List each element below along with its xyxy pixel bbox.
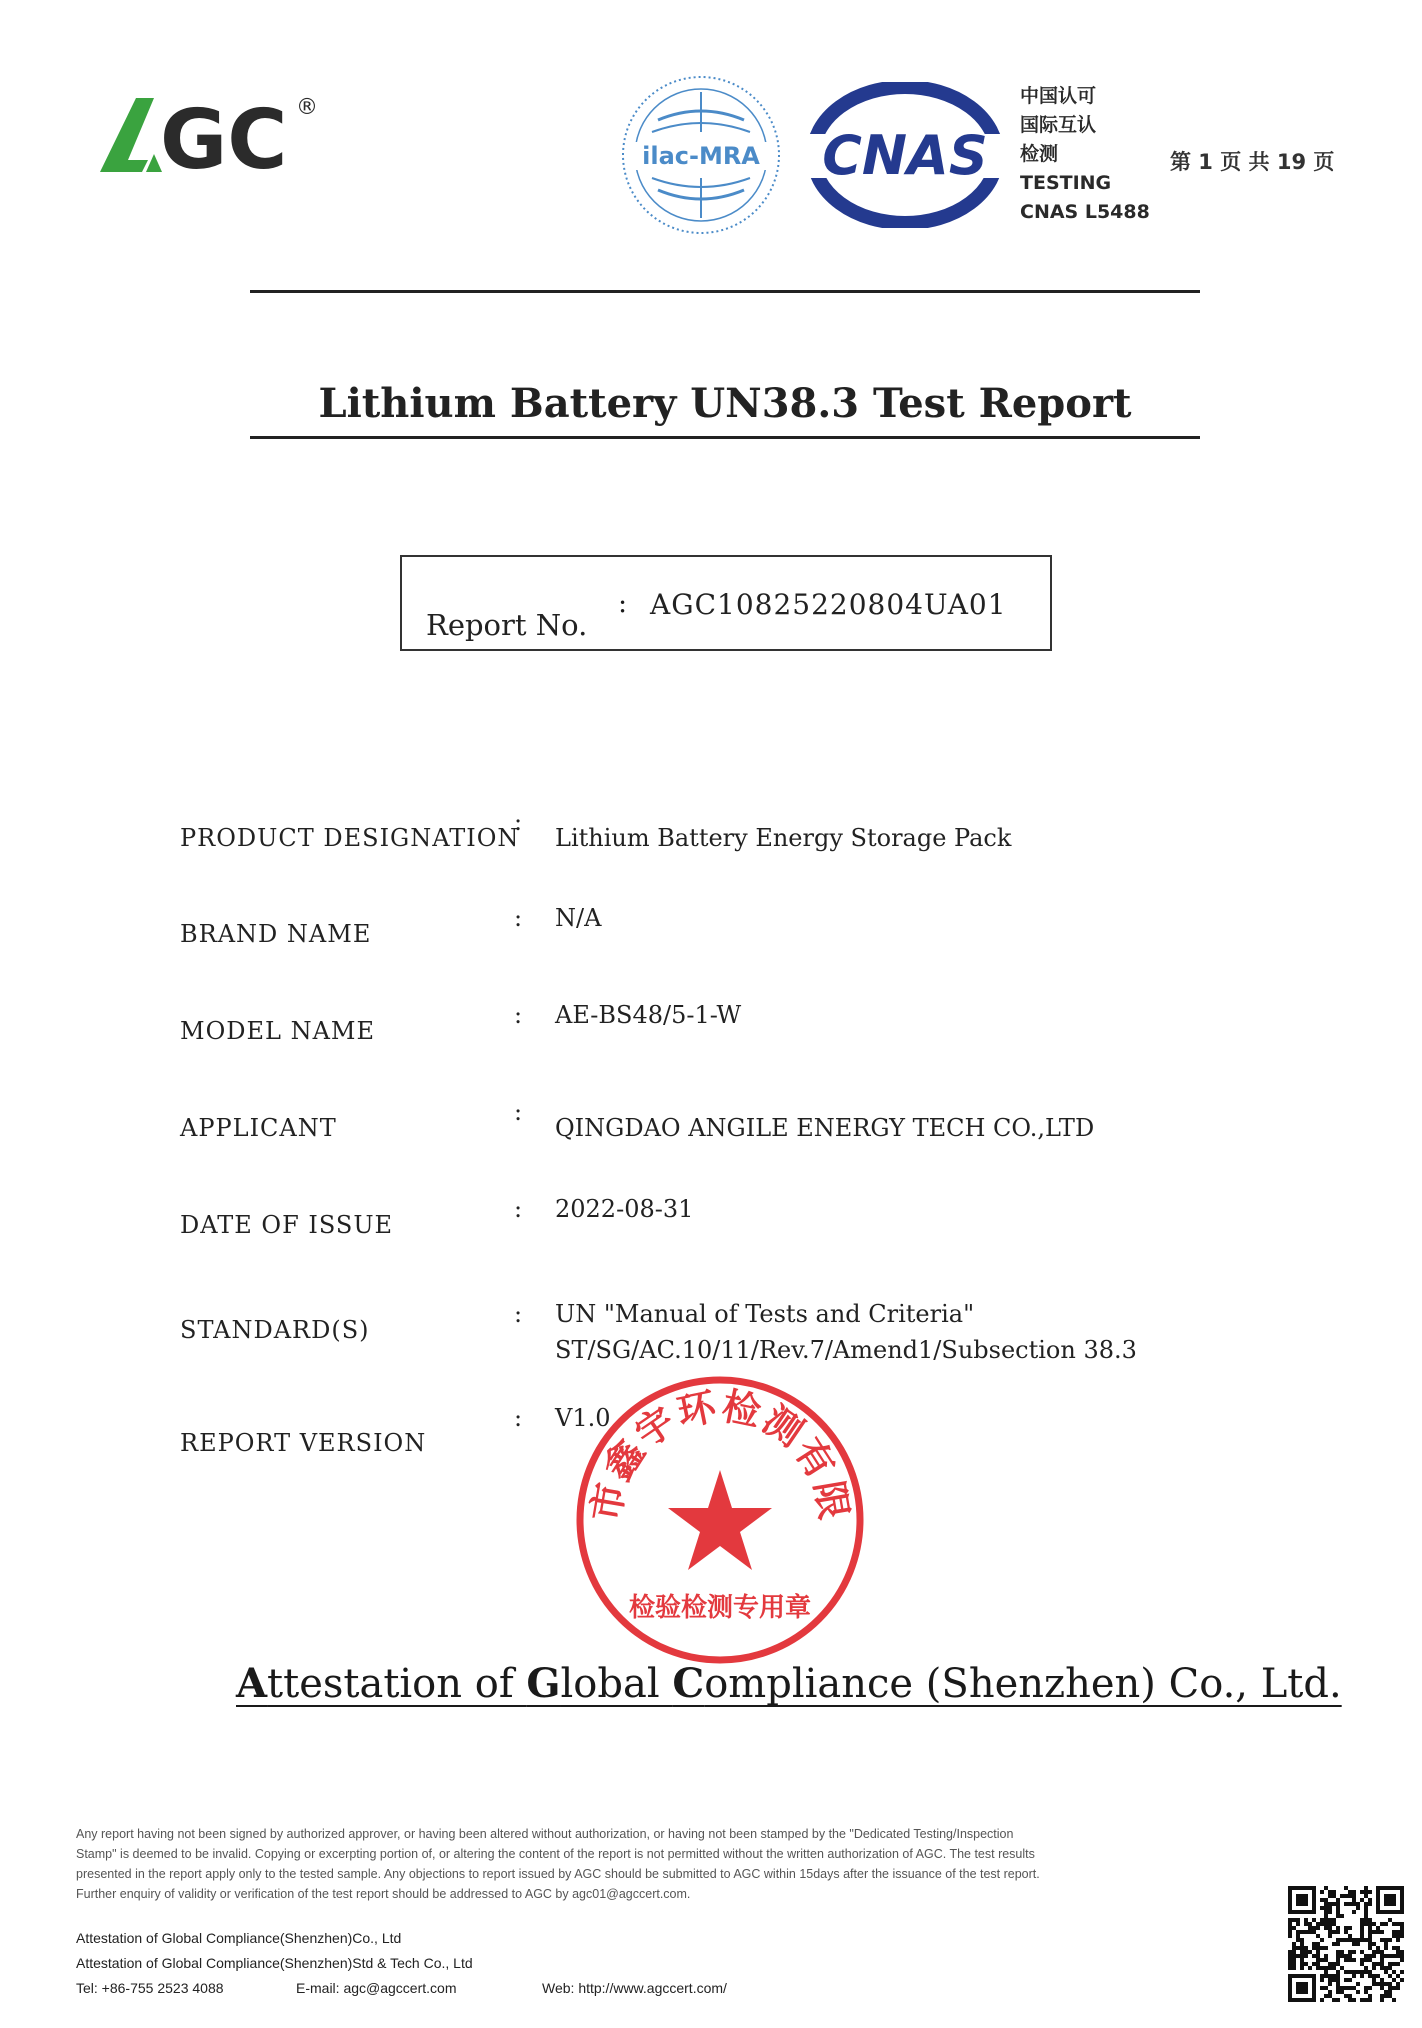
cnas-line: 国际互认 [1020,114,1097,136]
contact-company-1: Attestation of Global Compliance(Shenzhen)Co., Ltd [76,1930,402,1946]
agc-logo-text: GC [160,93,288,188]
seal-star-icon [668,1470,772,1570]
cnas-line: TESTING [1020,172,1112,194]
cnas-line: 检测 [1020,143,1059,165]
contact-tel: Tel: +86-755 2523 4088 [76,1980,224,1996]
cnas-line: CNAS L5488 [1020,201,1150,223]
field-label-brand-name: BRAND NAME [180,920,372,948]
field-colon: : [514,904,523,932]
field-value-product-designation: Lithium Battery Energy Storage Pack [555,824,1012,852]
seal-bottom-text: 检验检测专用章 [628,1593,812,1623]
contact-company-2: Attestation of Global Compliance(Shenzhen)Std & Tech Co., Ltd [76,1955,473,1971]
disclaimer [76,1824,1286,1904]
field-label-model-name: MODEL NAME [180,1017,376,1045]
ilac-mra-emblem [618,72,784,238]
company-name: Attestation of Global Compliance (Shenzhen) Co., Ltd. [236,1660,1342,1707]
header-divider [250,290,1200,293]
field-label-applicant: APPLICANT [180,1114,337,1142]
qr-code [1288,1886,1404,2002]
field-colon: : [514,1195,523,1223]
field-value-brand-name: N/A [555,904,602,932]
field-colon: : [514,1001,523,1029]
seal-ring-text: 市鑫宇环检测有限 [582,1382,858,1525]
report-number-value: AGC10825220804UA01 [650,588,1007,621]
company-seal [570,1370,870,1670]
field-value-model-name: AE-BS48/5-1-W [555,1001,742,1029]
report-number-label: Report No. [426,608,588,642]
field-value-standards-line2: ST/SG/AC.10/11/Rev.7/Amend1/Subsection 38.3 [555,1336,1137,1364]
field-value-applicant: QINGDAO ANGILE ENERGY TECH CO.,LTD [555,1114,1095,1142]
page-indicator: 第 1 页 共 19 页 [1170,150,1335,174]
cnas-line: 中国认可 [1020,85,1097,107]
field-value-standards: UN "Manual of Tests and Criteria" [555,1300,975,1328]
agc-logo-mark [96,88,336,188]
registered-mark: ® [296,95,318,120]
agc-logo [96,88,336,188]
disclaimer-line: presented in the report apply only to the tested sample. Any objections to report issued by AGC should be submitted to AGC within 15days after the issuance of the test report. [76,1867,1040,1881]
field-colon: : [514,1404,523,1432]
cnas-text: CNAS [822,124,988,187]
cnas-emblem [806,82,1004,228]
field-label-report-version: REPORT VERSION [180,1429,427,1457]
field-label-product-designation: PRODUCT DESIGNATION [180,824,520,852]
contact-email: E-mail: agc@agccert.com [296,1980,457,1996]
report-number-separator: : [618,588,628,619]
contact-web: Web: http://www.agccert.com/ [542,1980,727,1996]
ilac-mra-text: ilac-MRA [642,142,760,170]
field-colon: : [514,1300,523,1328]
field-label-standards: STANDARD(S) [180,1316,370,1344]
disclaimer-line: Further enquiry of validity or verification of the test report should be addressed to AGC by agc01@agccert.com. [76,1887,691,1901]
field-value-report-version: V1.0 [555,1404,611,1432]
field-colon: : [514,808,523,836]
title-underline [250,436,1200,439]
disclaimer-line: Stamp" is deemed to be invalid. Copying or excerpting portion of, or altering the content of the report is not permitted without the written authorization of AGC. The test results [76,1847,1035,1861]
field-value-date-of-issue: 2022-08-31 [555,1195,694,1223]
field-colon: : [514,1098,523,1126]
disclaimer-line: Any report having not been signed by authorized approver, or having been altered without authorization, or having not been stamped by the "Dedicated Testing/Inspection [76,1827,1014,1841]
report-title: Lithium Battery UN38.3 Test Report [318,380,1132,427]
field-label-date-of-issue: DATE OF ISSUE [180,1211,394,1239]
cnas-accreditation-text [1020,82,1150,227]
